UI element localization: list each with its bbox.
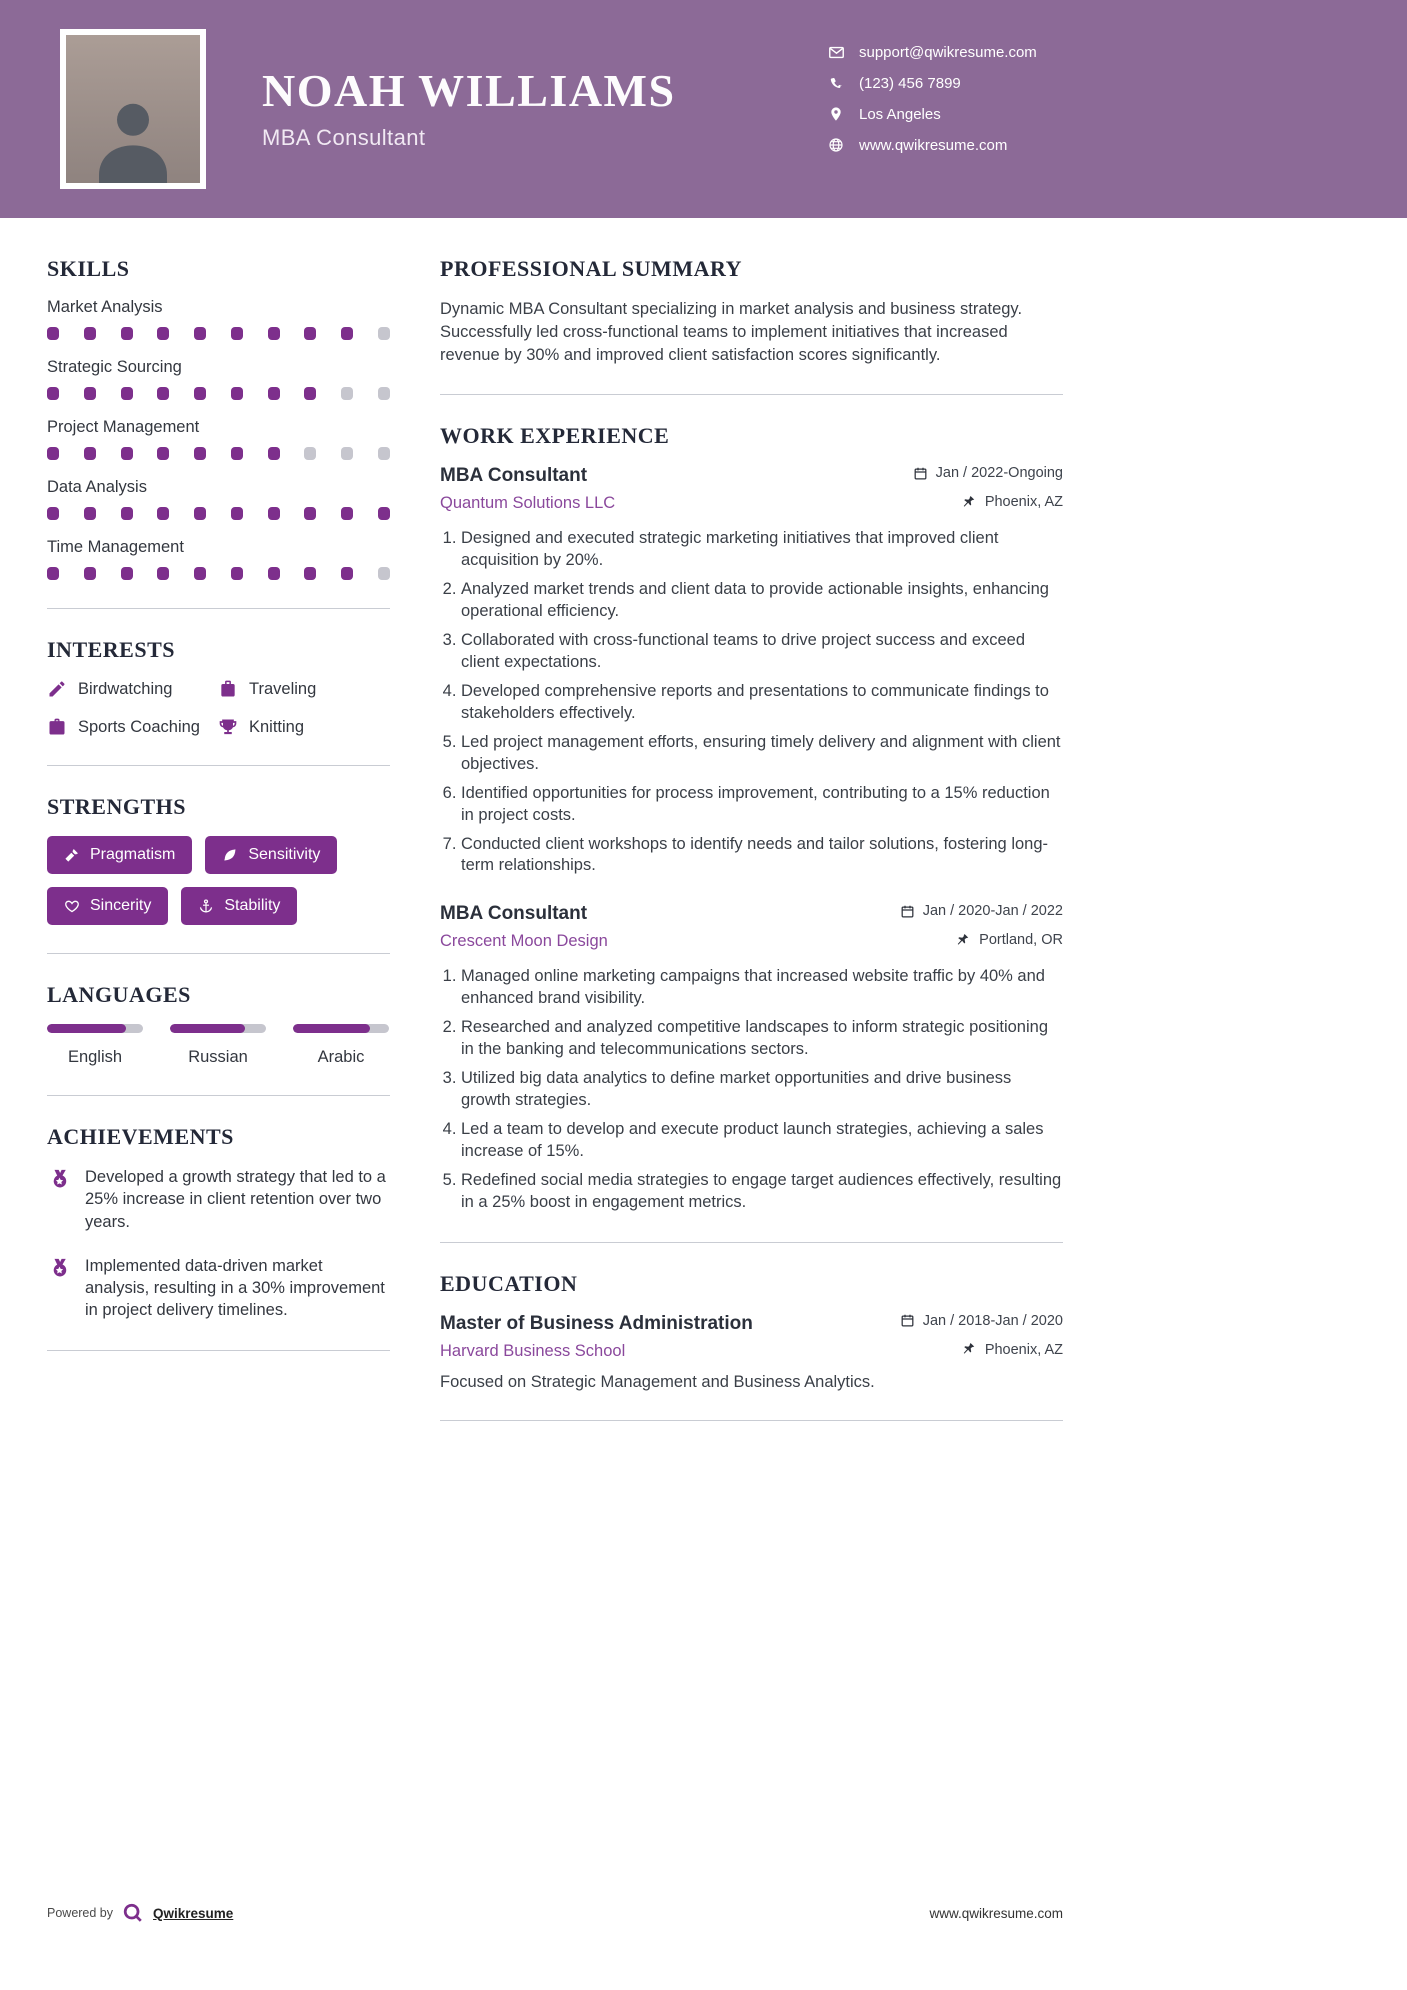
skill-dot [304, 567, 316, 580]
skill-dot [121, 567, 133, 580]
education-dates [900, 1313, 1063, 1329]
person-name: NOAH WILLIAMS [262, 64, 676, 116]
pushpin-icon [962, 495, 977, 510]
job-bullet: 3. Utilized big data analytics to define market opportunities and drive business growth strategies. [461, 1068, 1063, 1112]
qwikresume-logo-icon [122, 1902, 144, 1924]
briefcase-icon [47, 717, 67, 737]
achievement-text: Implemented data-driven market analysis, resulting in a 30% improvement in project delivery timelines. [85, 1256, 385, 1320]
skill-dot [231, 567, 243, 580]
strength-label: Pragmatism [90, 846, 176, 863]
email-icon [828, 44, 845, 61]
skill-dot [341, 387, 353, 400]
profile-photo [60, 29, 206, 189]
skill-dot [157, 327, 169, 340]
skill-level-dots [47, 387, 390, 400]
contact-list [828, 44, 1037, 154]
footer-website-link[interactable]: www.qwikresume.com [929, 1905, 1063, 1921]
job-dates-text: Jan / 2020-Jan / 2022 [922, 903, 1063, 920]
interest-label: Sports Coaching [78, 717, 200, 736]
skill-dot [194, 327, 206, 340]
summary-text: Dynamic MBA Consultant specializing in market analysis and business strategy. Successfully led cross-functional teams to implement initiatives that increased revenue by 30% and improved client satisfaction scores significantly. [440, 300, 1023, 364]
contact-website[interactable] [828, 137, 1037, 154]
strength-chip [47, 887, 168, 925]
contact-location [828, 106, 1037, 123]
skill-dot [121, 507, 133, 520]
language-bar-fill [170, 1024, 245, 1033]
calendar-icon [900, 904, 915, 919]
contact-email-text: support@qwikresume.com [859, 44, 1037, 61]
job-title: MBA Consultant [440, 465, 588, 487]
interest-label: Knitting [249, 717, 305, 736]
skill-name: Data Analysis [47, 478, 147, 496]
job-bullet: 7. Conducted client workshops to identify needs and tailor solutions, fostering long-term relationships. [461, 834, 1063, 878]
contact-phone-text: (123) 456 7899 [859, 75, 961, 92]
trophy-icon [218, 717, 238, 737]
person-silhouette-icon [85, 87, 181, 183]
language-bar [47, 1024, 143, 1033]
job-bullet: 1. Managed online marketing campaigns that increased website traffic by 40% and enhanced brand visibility. [461, 966, 1063, 1010]
job-bullet: 5. Redefined social media strategies to engage target audiences effectively, resulting in a 25% boost in engagement metrics. [461, 1170, 1063, 1214]
language-bar [293, 1024, 389, 1033]
skill-dot [231, 447, 243, 460]
job-bullet: 4. Developed comprehensive reports and presentations to communicate findings to stakeholders effectively. [461, 681, 1063, 725]
skill-dot [268, 387, 280, 400]
qwikresume-brand-link[interactable]: Qwikresume [153, 1905, 234, 1921]
pushpin-icon [962, 1342, 977, 1357]
language-item [293, 1024, 389, 1067]
school-name: Harvard Business School [440, 1341, 626, 1360]
job-location [962, 494, 1063, 510]
skill-item [47, 538, 390, 580]
language-list [47, 1024, 390, 1067]
contact-location-text: Los Angeles [859, 106, 941, 123]
profile-photo-placeholder [66, 35, 200, 183]
job-location-text: Portland, OR [979, 932, 1063, 949]
skill-item [47, 298, 390, 340]
luggage-icon [218, 679, 238, 699]
interests-heading: INTERESTS [47, 637, 176, 662]
contact-phone[interactable] [828, 75, 1037, 92]
strength-chip [47, 836, 192, 874]
language-bar-fill [293, 1024, 370, 1033]
job-entry [440, 465, 1063, 877]
achievements-heading: ACHIEVEMENTS [47, 1124, 234, 1149]
strengths-heading: STRENGTHS [47, 794, 186, 819]
skill-dot [231, 387, 243, 400]
language-item [47, 1024, 143, 1067]
skill-dot [121, 387, 133, 400]
section-divider [47, 608, 390, 609]
language-bar-fill [47, 1024, 126, 1033]
name-block [262, 64, 676, 151]
strength-chip [181, 887, 297, 925]
skill-dot [341, 567, 353, 580]
section-divider [47, 953, 390, 954]
education-entry [440, 1313, 1063, 1392]
skill-dot [304, 327, 316, 340]
skill-dot [378, 567, 390, 580]
job-dates [900, 903, 1063, 919]
skill-dot [268, 567, 280, 580]
skill-dot [157, 567, 169, 580]
job-title: MBA Consultant [440, 903, 588, 925]
skill-dot [268, 327, 280, 340]
section-divider [47, 1350, 390, 1351]
skill-dot [341, 327, 353, 340]
skill-name: Strategic Sourcing [47, 358, 182, 376]
strength-label: Sensitivity [248, 846, 321, 863]
skill-dot [268, 507, 280, 520]
education-location-text: Phoenix, AZ [984, 1341, 1063, 1358]
skill-dot [121, 447, 133, 460]
hammer-icon [64, 847, 80, 863]
language-name: English [67, 1048, 123, 1066]
skill-item [47, 358, 390, 400]
language-name: Arabic [317, 1048, 365, 1066]
achievement-item [47, 1255, 390, 1322]
skill-level-dots [47, 327, 390, 340]
interest-item [218, 717, 390, 737]
strength-chip [205, 836, 337, 874]
strength-label: Sincerity [90, 897, 152, 914]
section-divider [47, 765, 390, 766]
section-divider [440, 1420, 1063, 1421]
job-bullet: 2. Analyzed market trends and client data to provide actionable insights, enhancing operational efficiency. [461, 579, 1063, 623]
powered-by-label: Powered by [47, 1906, 114, 1920]
skill-dot [157, 447, 169, 460]
job-dates [913, 465, 1063, 481]
header [0, 0, 1407, 218]
skill-level-dots [47, 567, 390, 580]
skill-dot [304, 507, 316, 520]
skill-name: Market Analysis [47, 298, 163, 316]
skill-dot [378, 507, 390, 520]
contact-email[interactable] [828, 44, 1037, 61]
strength-list [47, 836, 390, 925]
calendar-icon [900, 1313, 915, 1328]
job-company: Crescent Moon Design [440, 932, 608, 951]
skill-dot [304, 447, 316, 460]
skill-dot [47, 567, 59, 580]
footer-brand-block [47, 1902, 233, 1924]
left-column [47, 256, 390, 1449]
skill-dot [304, 387, 316, 400]
job-bullet-list [440, 528, 1063, 877]
languages-heading: LANGUAGES [47, 982, 191, 1007]
job-bullet: 1. Designed and executed strategic marketing initiatives that improved client acquisition by 20%. [461, 528, 1063, 572]
interest-label: Birdwatching [78, 679, 173, 698]
interest-label: Traveling [249, 679, 317, 698]
skill-dot [194, 507, 206, 520]
skill-dot [268, 447, 280, 460]
job-location [956, 932, 1063, 948]
work-experience-heading: WORK EXPERIENCE [440, 423, 670, 449]
section-divider [440, 1242, 1063, 1243]
job-bullet: 4. Led a team to develop and execute product launch strategies, achieving a sales increase of 15%. [461, 1119, 1063, 1163]
interest-list [47, 679, 390, 737]
medal-star-icon [47, 1168, 72, 1193]
skill-dot [84, 327, 96, 340]
skill-dot [378, 327, 390, 340]
skill-name: Project Management [47, 418, 200, 436]
skill-dot [231, 507, 243, 520]
skill-dot [157, 507, 169, 520]
interest-item [218, 679, 390, 699]
interest-item [47, 717, 218, 737]
job-bullet: 5. Led project management efforts, ensuring timely delivery and alignment with client objectives. [461, 732, 1063, 776]
heart-icon [64, 898, 80, 914]
education-location [962, 1342, 1063, 1358]
education-heading: EDUCATION [440, 1270, 578, 1296]
strength-label: Stability [224, 897, 281, 914]
interest-item [47, 679, 218, 699]
skill-dot [341, 507, 353, 520]
skill-dot [194, 567, 206, 580]
calendar-icon [913, 466, 928, 481]
language-bar [170, 1024, 266, 1033]
skill-dot [194, 387, 206, 400]
achievement-item [47, 1166, 390, 1233]
skill-dot [231, 327, 243, 340]
education-note: Focused on Strategic Management and Business Analytics. [440, 1372, 875, 1391]
skill-dot [47, 447, 59, 460]
content [0, 218, 1407, 1449]
phone-icon [828, 75, 845, 92]
person-title: MBA Consultant [262, 125, 426, 151]
skill-name: Time Management [47, 538, 184, 556]
job-bullet-list [440, 966, 1063, 1213]
job-dates-text: Jan / 2022-Ongoing [935, 465, 1063, 482]
skill-dot [47, 327, 59, 340]
language-name: Russian [188, 1048, 248, 1066]
footer [47, 1902, 1063, 1924]
globe-icon [828, 137, 845, 154]
skill-dot [341, 447, 353, 460]
location-pin-icon [828, 106, 845, 123]
skill-dot [121, 327, 133, 340]
skill-item [47, 478, 390, 520]
job-location-text: Phoenix, AZ [984, 494, 1063, 511]
skill-level-dots [47, 507, 390, 520]
job-bullet: 3. Collaborated with cross-functional teams to drive project success and exceed client expectations. [461, 630, 1063, 674]
skill-dot [194, 447, 206, 460]
education-dates-text: Jan / 2018-Jan / 2020 [922, 1312, 1063, 1329]
skills-heading: SKILLS [47, 256, 130, 281]
language-item [170, 1024, 266, 1067]
skill-dot [84, 447, 96, 460]
contact-website-text: www.qwikresume.com [859, 137, 1008, 154]
summary-heading: PROFESSIONAL SUMMARY [440, 256, 742, 281]
skill-dot [47, 387, 59, 400]
degree-title: Master of Business Administration [440, 1312, 753, 1334]
job-entry [440, 903, 1063, 1213]
section-divider [47, 1095, 390, 1096]
job-bullet: 2. Researched and analyzed competitive landscapes to inform strategic positioning in the banking and telecommunications sectors. [461, 1017, 1063, 1061]
job-company: Quantum Solutions LLC [440, 494, 616, 513]
skill-dot [84, 507, 96, 520]
leaf-icon [222, 847, 238, 863]
right-column [440, 256, 1063, 1449]
skill-dot [84, 387, 96, 400]
skill-dot [157, 387, 169, 400]
skill-dot [378, 387, 390, 400]
skill-level-dots [47, 447, 390, 460]
skill-dot [47, 507, 59, 520]
skill-dot [378, 447, 390, 460]
section-divider [440, 394, 1063, 395]
pencil-icon [47, 679, 67, 699]
achievement-text: Developed a growth strategy that led to a 25% increase in client retention over two years. [85, 1168, 386, 1231]
job-bullet: 6. Identified opportunities for process improvement, contributing to a 15% reduction in project costs. [461, 783, 1063, 827]
anchor-icon [198, 898, 214, 914]
medal-star-icon [47, 1257, 72, 1282]
skill-item [47, 418, 390, 460]
pushpin-icon [956, 933, 971, 948]
skill-dot [84, 567, 96, 580]
